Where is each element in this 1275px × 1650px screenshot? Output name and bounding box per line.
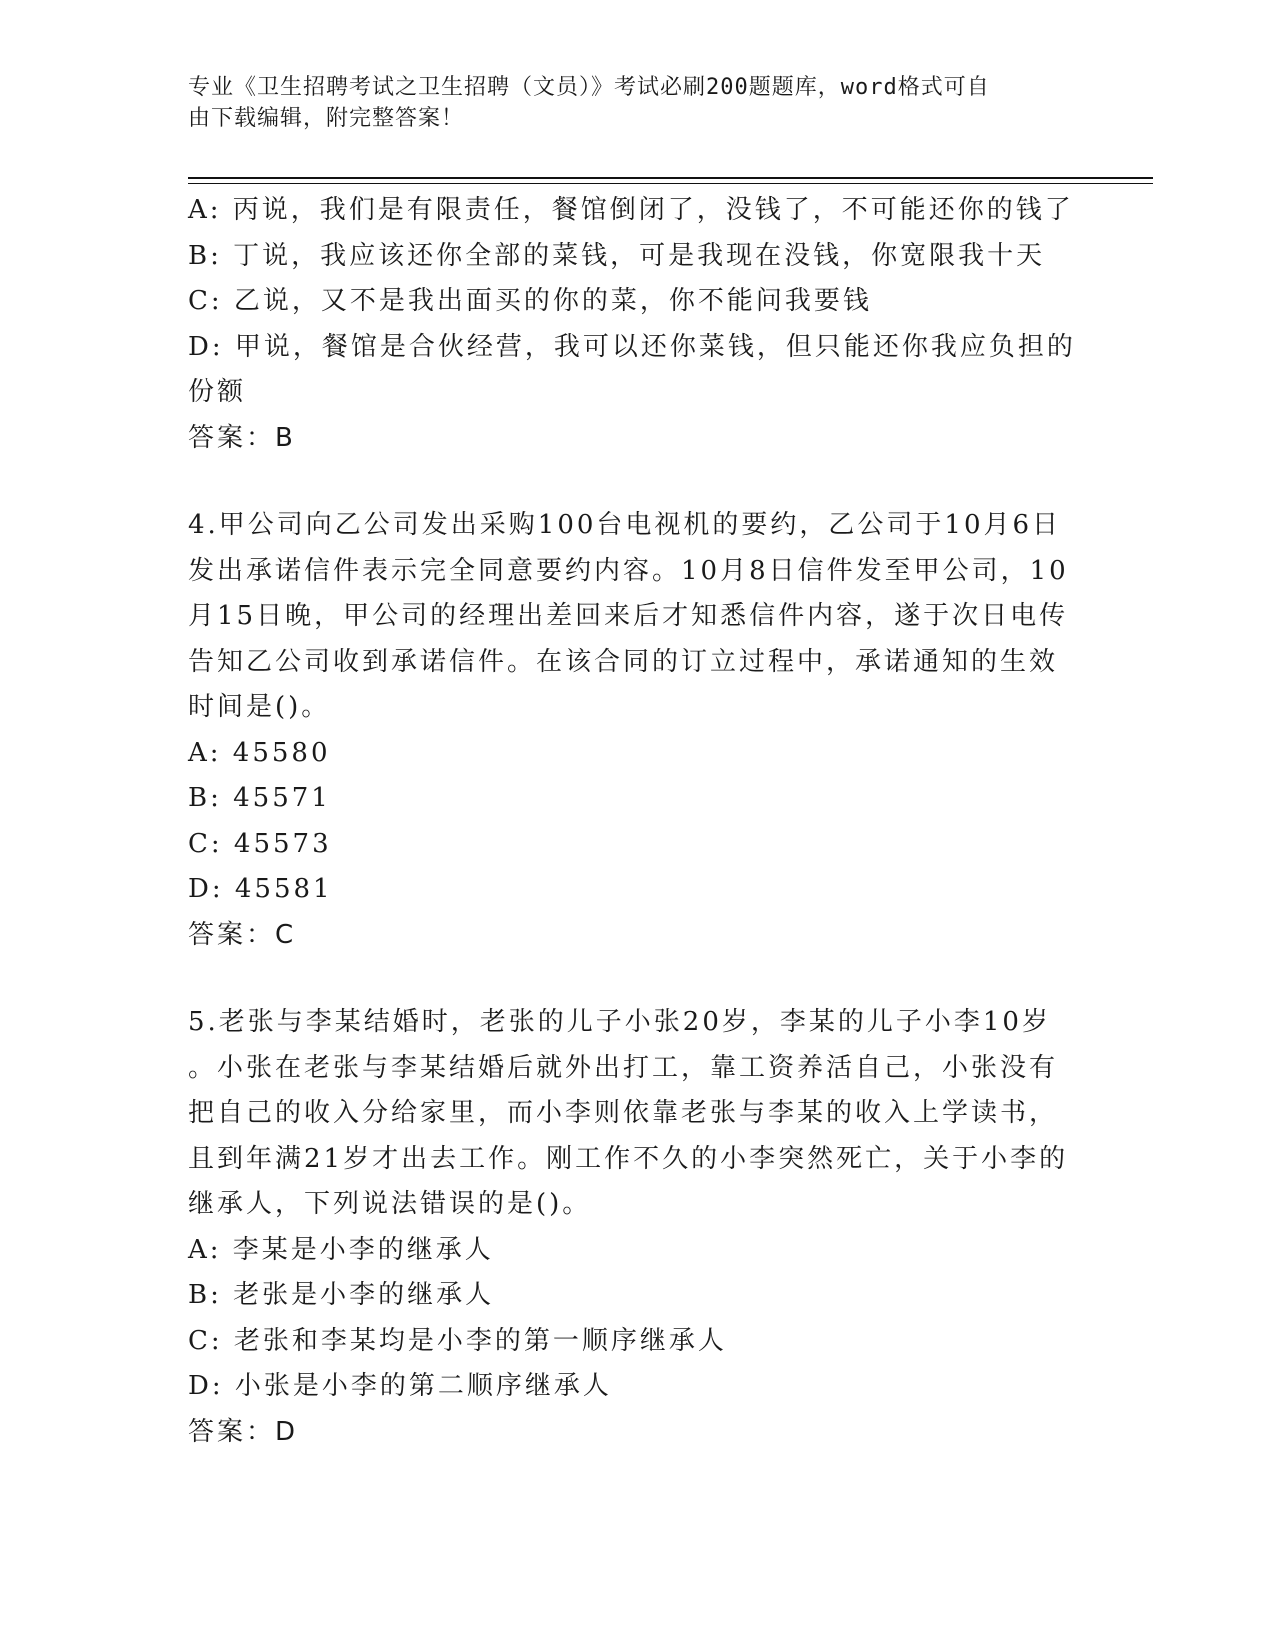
document-header bbox=[188, 72, 1068, 134]
question-spacer bbox=[188, 958, 1073, 1000]
q3-option-d-line-1: D: 甲说，餐馆是合伙经营，我可以还你菜钱，但只能还你我应负担的 bbox=[188, 331, 1076, 362]
question-5 bbox=[188, 1000, 1073, 1455]
question-spacer bbox=[188, 461, 1073, 503]
q4-answer: 答案：C bbox=[188, 919, 297, 950]
q5-stem-line: 且到年满21岁才出去工作。刚工作不久的小李突然死亡，关于小李的 bbox=[188, 1143, 1069, 1174]
q5-stem-line: 继承人，下列说法错误的是()。 bbox=[188, 1189, 592, 1219]
q5-option-b: B: 老张是小李的继承人 bbox=[188, 1280, 495, 1310]
q3-option-c: C: 乙说，又不是我出面买的你的菜，你不能问我要钱 bbox=[188, 286, 872, 316]
q5-option-c: C: 老张和李某均是小李的第一顺序继承人 bbox=[188, 1325, 727, 1356]
header-divider-thick bbox=[188, 177, 1153, 179]
document-body bbox=[188, 188, 1076, 1455]
q5-stem-line: 把自己的收入分给家里，而小李则依靠老张与李某的收入上学读书， bbox=[188, 1098, 1059, 1128]
q4-stem-line: 发出承诺信件表示完全同意要约内容。10月8日信件发至甲公司，10 bbox=[188, 555, 1069, 586]
q5-answer: 答案：D bbox=[188, 1416, 299, 1447]
q5-stem-line: 5.老张与李某结婚时，老张的儿子小张20岁，李某的儿子小李10岁 bbox=[188, 1007, 1051, 1037]
q4-option-b: B: 45571 bbox=[188, 783, 331, 813]
q3-answer: 答案：B bbox=[188, 422, 296, 453]
q4-stem-line: 4.甲公司向乙公司发出采购100台电视机的要约，乙公司于10月6日 bbox=[188, 510, 1062, 540]
header-line-1: 专业《卫生招聘考试之卫生招聘（文员）》考试必刷200题题库，word格式可自 bbox=[188, 75, 990, 100]
q3-option-b: B: 丁说，我应该还你全部的菜钱，可是我现在没钱，你宽限我十天 bbox=[188, 240, 1046, 271]
q3-option-a: A: 丙说，我们是有限责任，餐馆倒闭了，没钱了，不可能还你的钱了 bbox=[188, 195, 1074, 225]
q5-stem-line: 。小张在老张与李某结婚后就外出打工，靠工资养活自己，小张没有 bbox=[188, 1052, 1059, 1083]
question-4 bbox=[188, 503, 1073, 958]
q4-stem-line: 告知乙公司收到承诺信件。在该合同的订立过程中，承诺通知的生效 bbox=[188, 646, 1059, 677]
header-line-2: 由下载编辑，附完整答案！ bbox=[188, 106, 465, 131]
q4-option-a: A: 45580 bbox=[188, 737, 331, 768]
q4-option-d: D: 45581 bbox=[188, 874, 333, 904]
q5-option-d: D: 小张是小李的第二顺序继承人 bbox=[188, 1371, 612, 1401]
q3-option-d-line-2: 份额 bbox=[188, 377, 247, 407]
q4-stem-line: 月15日晚，甲公司的经理出差回来后才知悉信件内容，遂于次日电传 bbox=[188, 601, 1069, 631]
q4-option-c: C: 45573 bbox=[188, 828, 332, 859]
q5-option-a: A: 李某是小李的继承人 bbox=[188, 1234, 494, 1265]
question-3-options bbox=[188, 188, 1076, 461]
q4-stem-line: 时间是()。 bbox=[188, 692, 331, 722]
header-divider-thin bbox=[188, 183, 1153, 184]
